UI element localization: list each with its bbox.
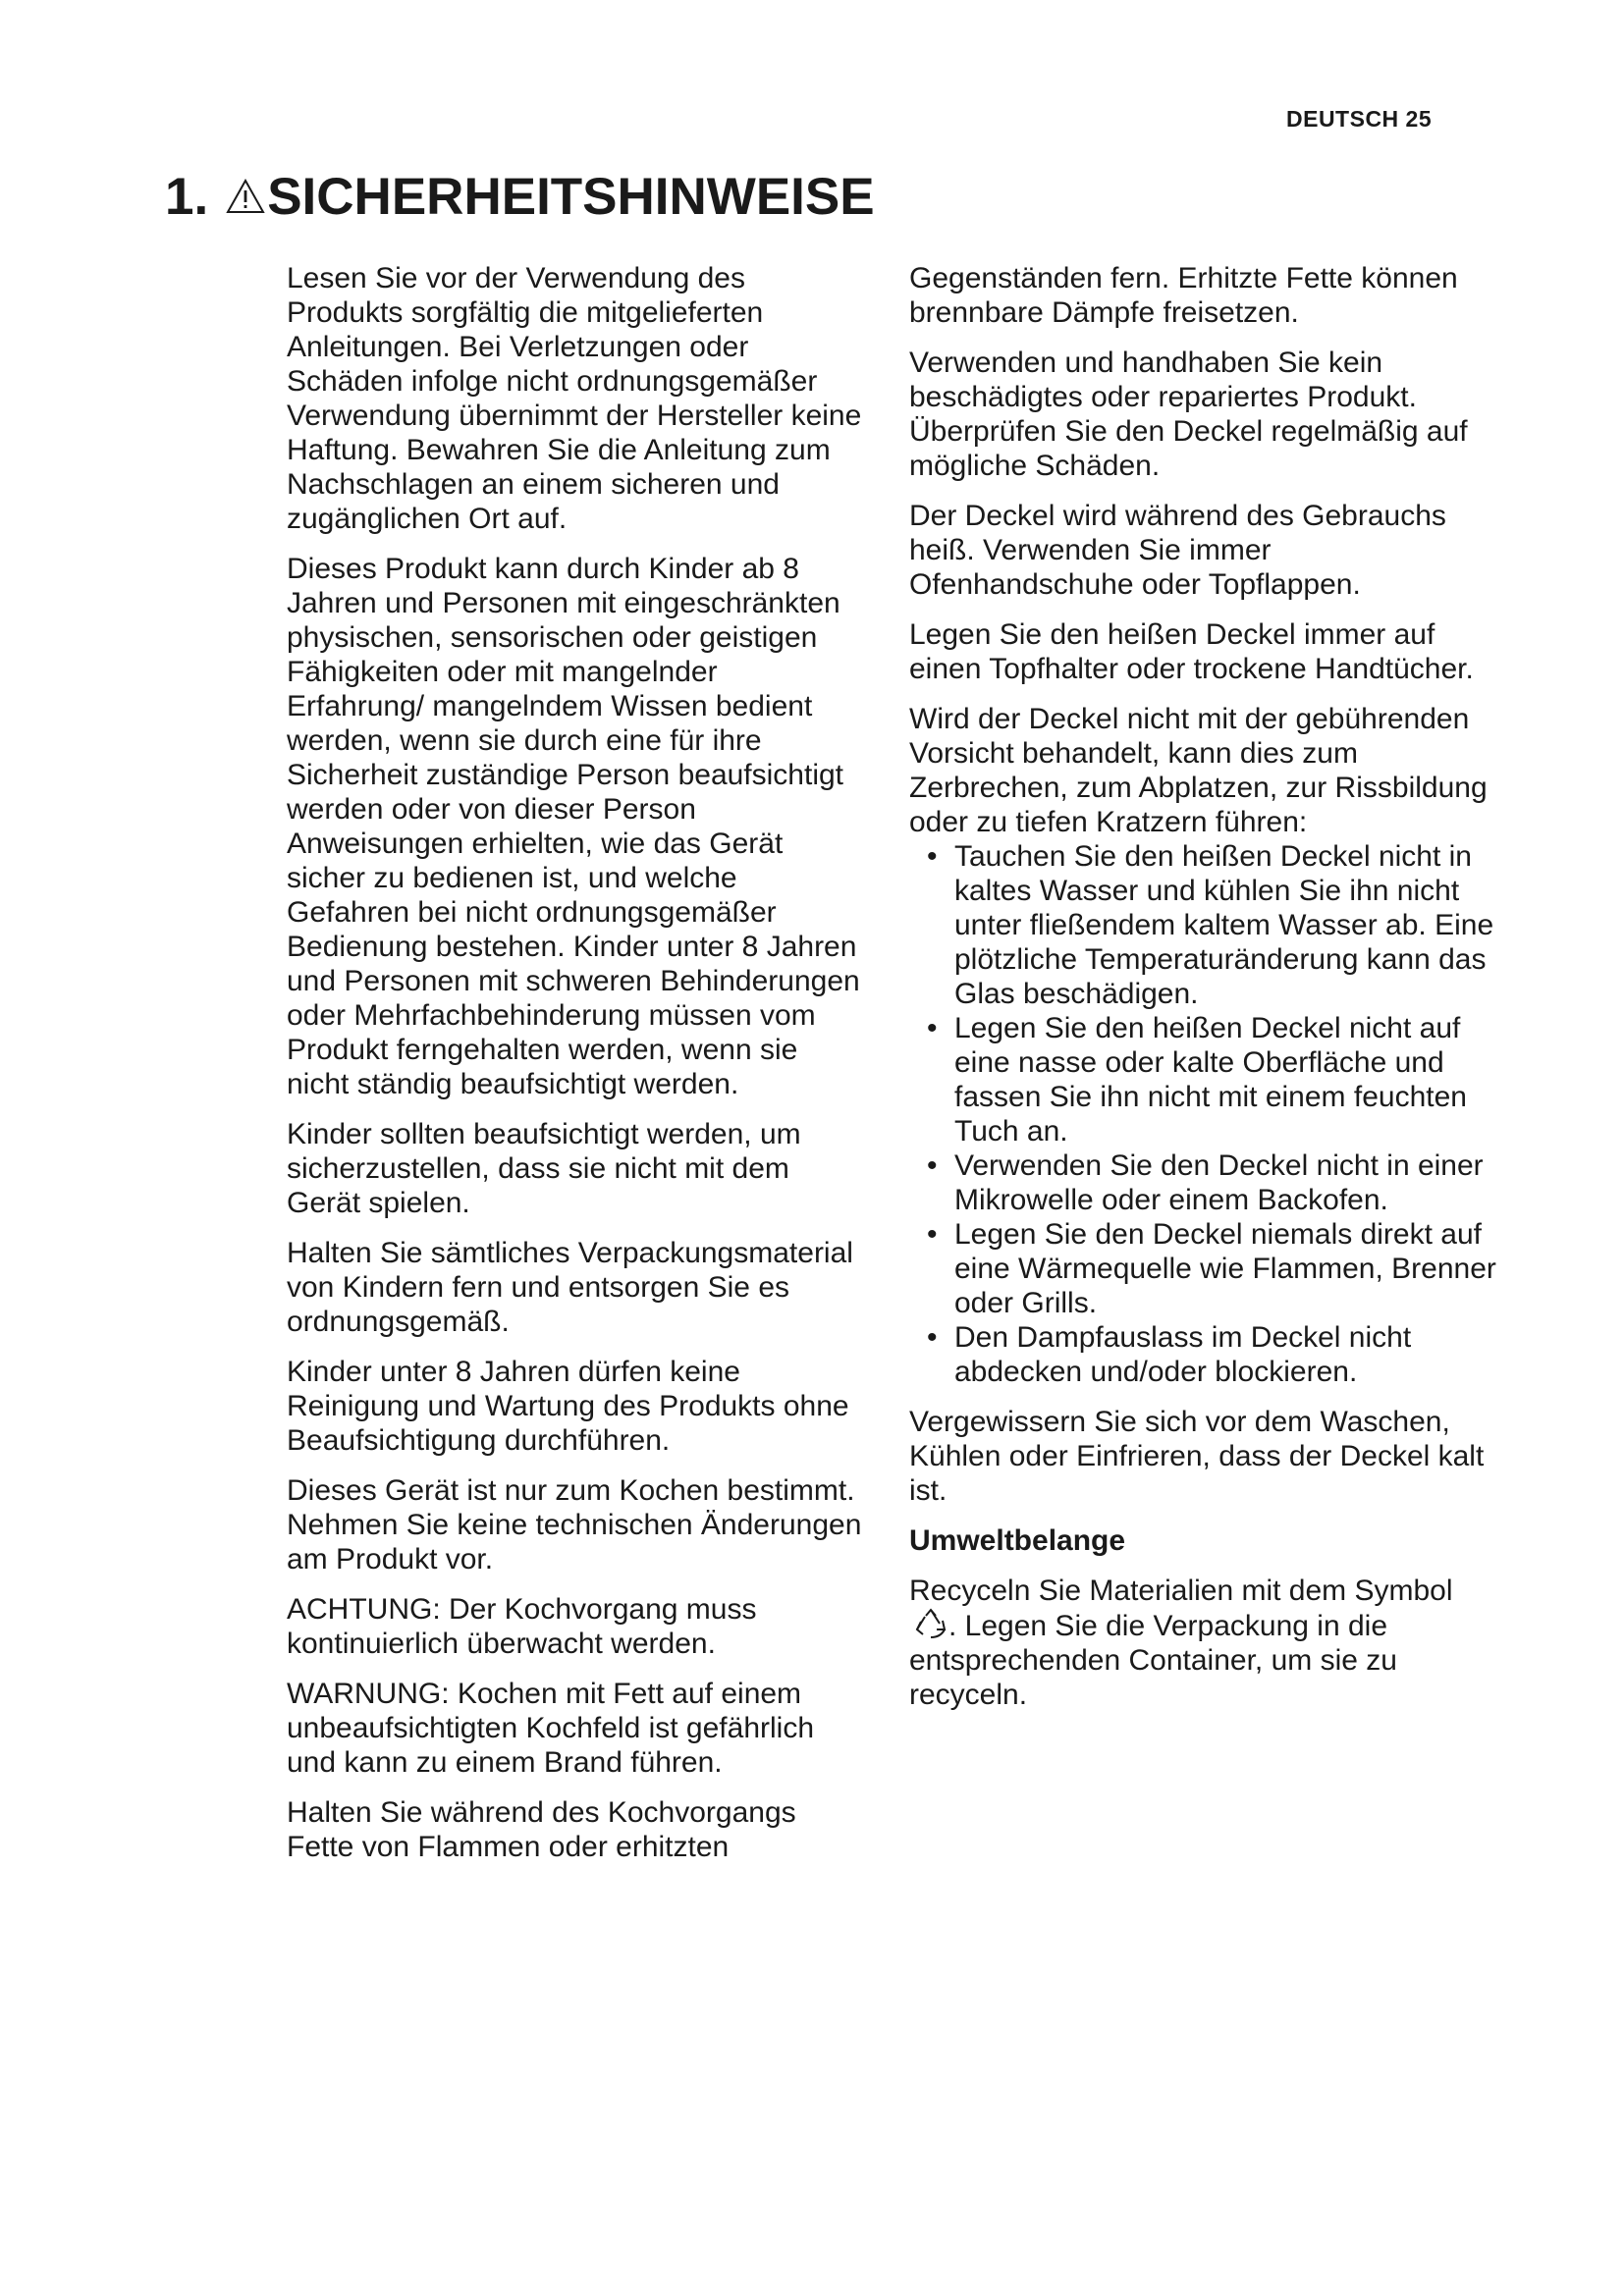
- paragraph: Lesen Sie vor der Verwendung des Produkts sorgfältig die mitgelieferten Anleitungen. Bei Verletzungen oder Schäden infolge nicht ordnungsgemäßer Verwendung übernimmt der Hersteller keine Haftung. Bewahren Sie die Anleitung zum Nachschlagen an einem sicheren und zugänglichen Ort auf.: [287, 262, 862, 535]
- lid-intro: Wird der Deckel nicht mit der gebührenden Vorsicht behandelt, kann dies zum Zerbrechen, zum Abplatzen, zur Rissbildung oder zu tiefen Kratzern führen:: [909, 703, 1488, 838]
- recycle-icon: [913, 1608, 948, 1641]
- page-label: DEUTSCH 25: [1286, 106, 1433, 132]
- page-header: [1286, 106, 1443, 133]
- paragraph: Kinder unter 8 Jahren dürfen keine Reinigung und Wartung des Produkts ohne Beaufsichtigung durchführen.: [287, 1356, 849, 1457]
- paragraph: Kinder sollten beaufsichtigt werden, um sicherzustellen, dass sie nicht mit dem Gerät spielen.: [287, 1118, 801, 1219]
- left-column: [287, 261, 862, 1880]
- paragraph: Dieses Produkt kann durch Kinder ab 8 Jahren und Personen mit eingeschränkten physischen, sensorischen oder geistigen Fähigkeiten oder mit mangelnder Erfahrung/ mangelndem Wissen bedient werden, wenn sie durch eine für ihre Sicherheit zuständige Person beaufsichtigt werden oder von dieser Person Anweisungen erhielten, wie das Gerät sicher zu bedienen ist, und welche Gefahren bei nicht ordnungsgemäßer Bedienung bestehen. Kinder unter 8 Jahren und Personen mit schweren Behinderungen oder Mehrfachbehinderung müssen vom Produkt ferngehalten werden, wenn sie nicht ständig beaufsichtigt werden.: [287, 553, 860, 1100]
- bullet-list: [909, 839, 1498, 1389]
- recycle-text-after: . Legen Sie die Verpackung in die entsprechenden Container, um sie zu recyceln.: [909, 1610, 1397, 1711]
- right-column: [909, 261, 1498, 1728]
- list-item-text: Den Dampfauslass im Deckel nicht abdecken und/oder blockieren.: [954, 1321, 1412, 1388]
- paragraph-continuation: Gegenständen fern. Erhitzte Fette können brennbare Dämpfe freisetzen.: [909, 262, 1458, 329]
- paragraph: Dieses Gerät ist nur zum Kochen bestimmt. Nehmen Sie keine technischen Änderungen am Produkt vor.: [287, 1474, 862, 1575]
- paragraph: Verwenden und handhaben Sie kein beschädigtes oder repariertes Produkt. Überprüfen Sie den Deckel regelmäßig auf mögliche Schäden.: [909, 347, 1468, 482]
- section-title-text: SICHERHEITSHINWEISE: [267, 168, 875, 226]
- list-item: [909, 1320, 1498, 1389]
- list-item-text: Legen Sie den Deckel niemals direkt auf eine Wärmequelle wie Flammen, Brenner oder Grills.: [954, 1218, 1496, 1319]
- bullet-marker: •: [927, 840, 938, 873]
- section-number: 1.: [165, 168, 209, 226]
- paragraph: Legen Sie den heißen Deckel immer auf einen Topfhalter oder trockene Handtücher.: [909, 618, 1474, 685]
- recycle-paragraph: [909, 1574, 1498, 1712]
- warning-triangle-icon: [226, 179, 265, 214]
- bullet-marker: •: [927, 1012, 938, 1044]
- list-item-text: Tauchen Sie den heißen Deckel nicht in kaltes Wasser und kühlen Sie ihn nicht unter fließendem kaltem Wasser ab. Eine plötzliche Temperaturänderung kann das Glas beschädigen.: [954, 840, 1494, 1010]
- paragraph: WARNUNG: Kochen mit Fett auf einem unbeaufsichtigten Kochfeld ist gefährlich und kann zu einem Brand führen.: [287, 1678, 815, 1779]
- bullet-marker: •: [927, 1149, 938, 1182]
- section-title: [165, 169, 875, 226]
- paragraph: ACHTUNG: Der Kochvorgang muss kontinuierlich überwacht werden.: [287, 1593, 757, 1660]
- recycle-text-before: Recyceln Sie Materialien mit dem Symbol: [909, 1575, 1453, 1607]
- bullet-marker: •: [927, 1321, 938, 1354]
- list-item-text: Verwenden Sie den Deckel nicht in einer Mikrowelle oder einem Backofen.: [954, 1149, 1484, 1216]
- paragraph: Halten Sie während des Kochvorgangs Fette von Flammen oder erhitzten: [287, 1796, 796, 1863]
- paragraph: Der Deckel wird während des Gebrauchs heiß. Verwenden Sie immer Ofenhandschuhe oder Topflappen.: [909, 500, 1446, 601]
- paragraph: Vergewissern Sie sich vor dem Waschen, Kühlen oder Einfrieren, dass der Deckel kalt ist.: [909, 1406, 1485, 1507]
- subsection-heading: Umweltbelange: [909, 1524, 1126, 1557]
- paragraph: Halten Sie sämtliches Verpackungsmaterial von Kindern fern und entsorgen Sie es ordnungsgemäß.: [287, 1237, 853, 1338]
- list-item: [909, 839, 1498, 1011]
- bullet-marker: •: [927, 1218, 938, 1251]
- list-item: [909, 1148, 1498, 1217]
- list-item-text: Legen Sie den heißen Deckel nicht auf eine nasse oder kalte Oberfläche und fassen Sie ihn nicht mit einem feuchten Tuch an.: [954, 1012, 1467, 1148]
- list-item: [909, 1011, 1498, 1148]
- list-item: [909, 1217, 1498, 1320]
